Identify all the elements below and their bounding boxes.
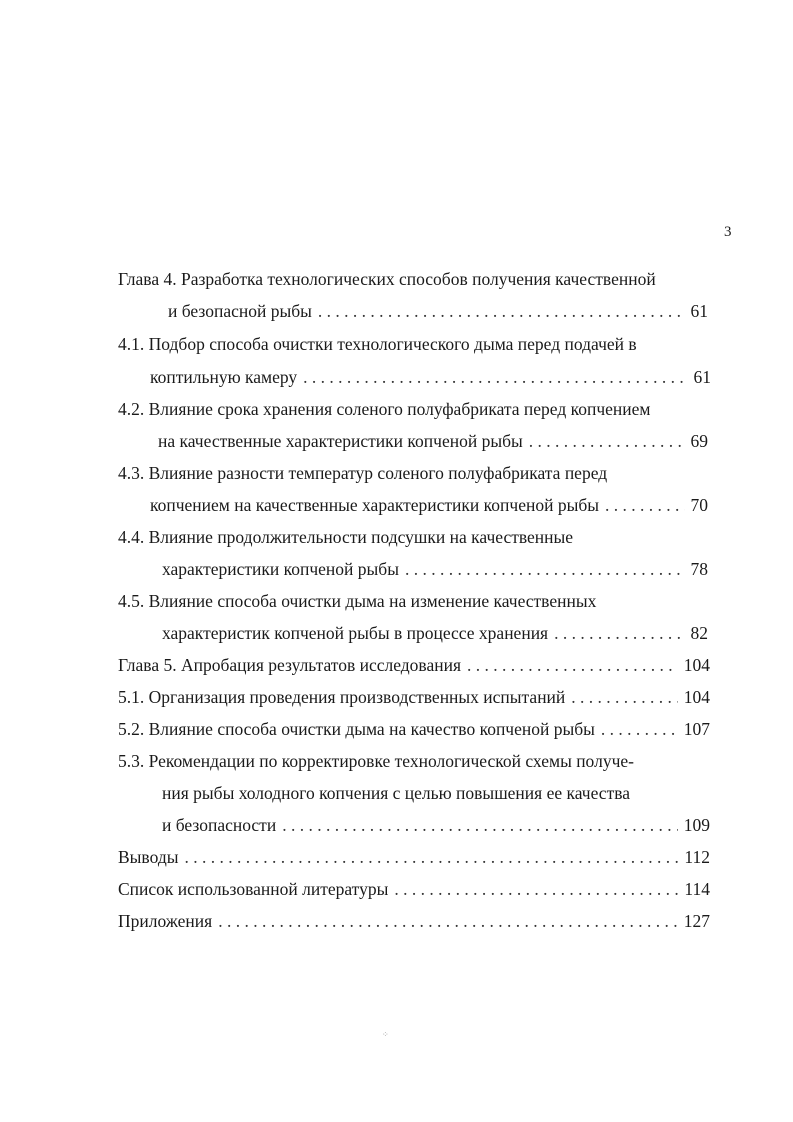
- toc-s45-title: 4.5. Влияние способа очистки дыма на изменение качественных: [118, 591, 597, 611]
- toc-ch4-page: 61: [690, 301, 708, 321]
- leader-dots: [282, 814, 678, 836]
- toc-s53-entry[interactable]: [162, 814, 710, 836]
- toc-appendices-text: Приложения: [118, 911, 213, 931]
- toc-s53-text: и безопасности: [162, 815, 277, 835]
- toc-s43-title: 4.3. Влияние разности температур соленого полуфабриката перед: [118, 463, 608, 483]
- toc-s52-page: 107: [683, 719, 710, 739]
- toc-s43-text: копчением на качественные характеристики копченой рыбы: [150, 495, 599, 515]
- toc-ch4-entry[interactable]: [168, 300, 708, 322]
- toc-references-page: 114: [684, 879, 710, 899]
- toc-ch5-entry[interactable]: [118, 654, 710, 676]
- toc-s45-page: 82: [690, 623, 708, 643]
- toc-s42-entry[interactable]: [158, 430, 708, 452]
- toc-s41-entry[interactable]: [150, 366, 711, 388]
- toc-s44-text: характеристики копченой рыбы: [162, 559, 399, 579]
- toc-references-text: Список использованной литературы: [118, 879, 389, 899]
- toc-s52-text: 5.2. Влияние способа очистки дыма на качество копченой рыбы: [118, 719, 595, 739]
- toc-s41-text: коптильную камеру: [150, 367, 298, 387]
- leader-dots: [571, 686, 677, 708]
- toc-conclusions-text: Выводы: [118, 847, 179, 867]
- toc-s41-page: 61: [693, 367, 711, 387]
- leader-dots: [218, 910, 678, 932]
- toc-s51-text: 5.1. Организация проведения производственных испытаний: [118, 687, 566, 707]
- leader-dots: [605, 494, 685, 516]
- page-number: 3: [724, 224, 732, 240]
- scan-artifact: ⁘: [382, 1030, 389, 1039]
- toc-ch5-text: Глава 5. Апробация результатов исследования: [118, 655, 461, 675]
- leader-dots: [529, 430, 685, 452]
- toc-s42-text: на качественные характеристики копченой рыбы: [158, 431, 523, 451]
- toc-s53-title-2: ния рыбы холодного копчения с целью повышения ее качества: [162, 783, 631, 803]
- toc-s44-page: 78: [690, 559, 708, 579]
- toc-s42-title: 4.2. Влияние срока хранения соленого полуфабриката перед копчением: [118, 399, 651, 419]
- toc-s43-entry[interactable]: [150, 494, 708, 516]
- leader-dots: [467, 654, 678, 676]
- toc-s51-entry[interactable]: [118, 686, 710, 708]
- leader-dots: [394, 878, 678, 900]
- toc-s44-title: 4.4. Влияние продолжительности подсушки на качественные: [118, 527, 574, 547]
- toc-s53-title: 5.3. Рекомендации по корректировке технологической схемы получе-: [118, 751, 634, 771]
- toc-s53-page: 109: [683, 815, 710, 835]
- toc-s45-entry[interactable]: [162, 622, 708, 644]
- toc-s44-entry[interactable]: [162, 558, 708, 580]
- toc-appendices-page: 127: [683, 911, 710, 931]
- leader-dots: [184, 846, 678, 868]
- toc-s43-page: 70: [690, 495, 708, 515]
- leader-dots: [554, 622, 684, 644]
- toc-s52-entry[interactable]: [118, 718, 710, 740]
- toc-ch4-text: и безопасной рыбы: [168, 301, 312, 321]
- toc-s51-page: 104: [683, 687, 710, 707]
- toc-references-entry[interactable]: [118, 878, 710, 900]
- toc-conclusions-entry[interactable]: [118, 846, 710, 868]
- leader-dots: [405, 558, 685, 580]
- leader-dots: [303, 366, 687, 388]
- leader-dots: [318, 300, 685, 322]
- toc-s41-title: 4.1. Подбор способа очистки технологического дыма перед подачей в: [118, 334, 637, 354]
- toc-ch4-title: Глава 4. Разработка технологических способов получения качественной: [118, 269, 656, 289]
- toc-appendices-entry[interactable]: [118, 910, 710, 932]
- leader-dots: [601, 718, 678, 740]
- toc-s42-page: 69: [690, 431, 708, 451]
- toc-ch5-page: 104: [683, 655, 710, 675]
- toc-s45-text: характеристик копченой рыбы в процессе хранения: [162, 623, 549, 643]
- toc-conclusions-page: 112: [684, 847, 710, 867]
